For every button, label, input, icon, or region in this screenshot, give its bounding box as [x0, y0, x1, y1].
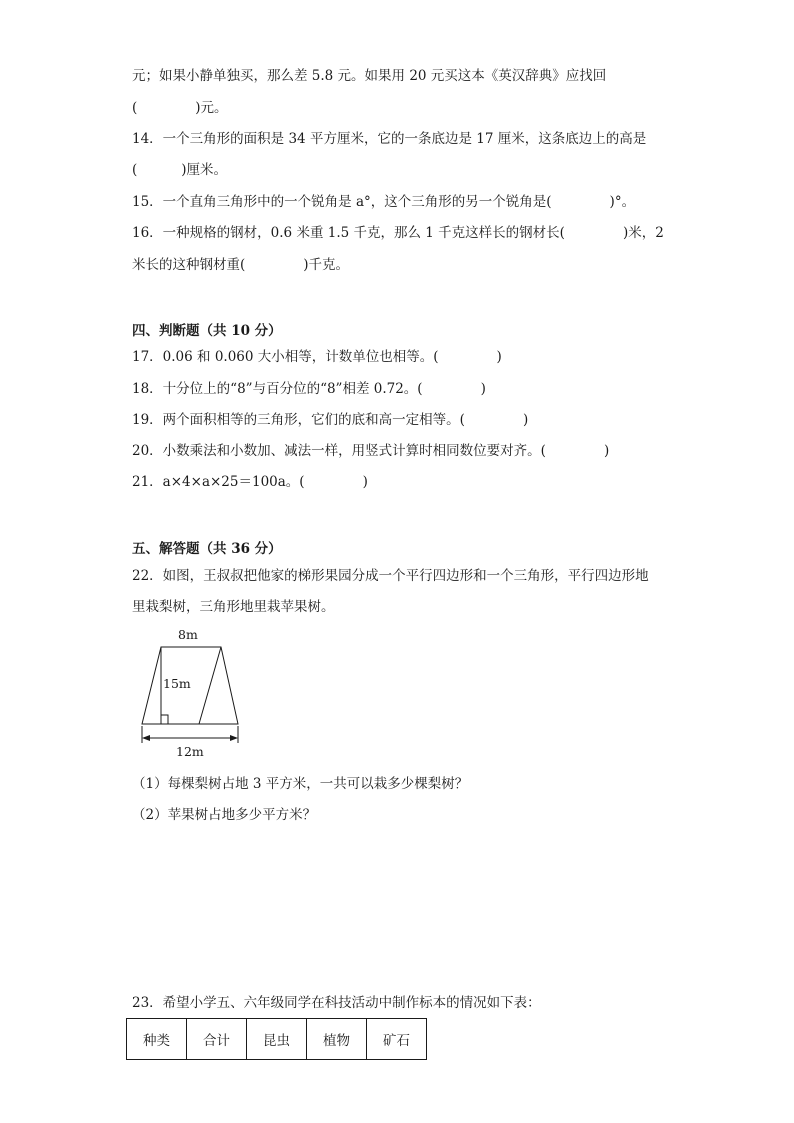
- specimen-table: [126, 1018, 427, 1060]
- table-header-cell: 昆虫: [247, 1019, 307, 1060]
- question-13-line-2: ( )元。: [132, 100, 228, 116]
- table-header-cell: 植物: [307, 1019, 367, 1060]
- question-20: 20．小数乘法和小数加、减法一样，用竖式计算时相同数位要对齐。( ): [132, 443, 610, 459]
- question-23: 23．希望小学五、六年级同学在科技活动中制作标本的情况如下表：: [132, 995, 541, 1011]
- table-header-cell: 合计: [187, 1019, 247, 1060]
- top-base-label: 8m: [178, 627, 198, 642]
- right-angle-mark: [161, 715, 168, 724]
- section-4-title: 四、判断题（共 10 分）: [132, 323, 282, 339]
- question-15: 15．一个直角三角形中的一个锐角是 a°，这个三角形的另一个锐角是( )°。: [132, 194, 636, 210]
- question-21: 21．a×4×a×25＝100a。( ): [132, 474, 368, 490]
- table-header-cell: 种类: [127, 1019, 187, 1060]
- section-5-title: 五、解答题（共 36 分）: [132, 541, 282, 557]
- question-22-sub-2: （2）苹果树占地多少平方米？: [132, 807, 317, 823]
- height-label: 15m: [163, 676, 191, 691]
- question-22-line-2: 里栽梨树，三角形地里栽苹果树。: [132, 599, 335, 615]
- question-13-line-1: 元；如果小静单独买，那么差 5.8 元。如果用 20 元买这本《英汉辞典》应找回: [132, 68, 607, 84]
- question-19: 19．两个面积相等的三角形，它们的底和高一定相等。( ): [132, 412, 529, 428]
- question-14-line-1: 14．一个三角形的面积是 34 平方厘米，它的一条底边是 17 厘米，这条底边上的高是: [132, 131, 647, 147]
- question-22-sub-1: （1）每棵梨树占地 3 平方米，一共可以栽多少棵梨树？: [132, 776, 469, 792]
- arrow-right-icon: [230, 735, 238, 741]
- question-14-line-2: ( )厘米。: [132, 162, 228, 178]
- question-18: 18．十分位上的“8”与百分位的“8”相差 0.72。( ): [132, 381, 486, 397]
- question-16-line-2: 米长的这种钢材重( )千克。: [132, 257, 350, 273]
- table-row: [127, 1019, 427, 1060]
- arrow-left-icon: [142, 735, 150, 741]
- question-16-line-1: 16．一种规格的钢材，0.6 米重 1.5 千克，那么 1 千克这样长的钢材长( )米，2: [132, 225, 664, 241]
- bottom-base-label: 12m: [176, 744, 204, 759]
- trapezoid-figure: [128, 622, 258, 760]
- table-header-cell: 矿石: [367, 1019, 427, 1060]
- question-17: 17．0.06 和 0.060 大小相等，计数单位也相等。( ): [132, 349, 502, 365]
- divider-line: [199, 647, 221, 724]
- question-22-line-1: 22．如图，王叔叔把他家的梯形果园分成一个平行四边形和一个三角形，平行四边形地: [132, 568, 649, 584]
